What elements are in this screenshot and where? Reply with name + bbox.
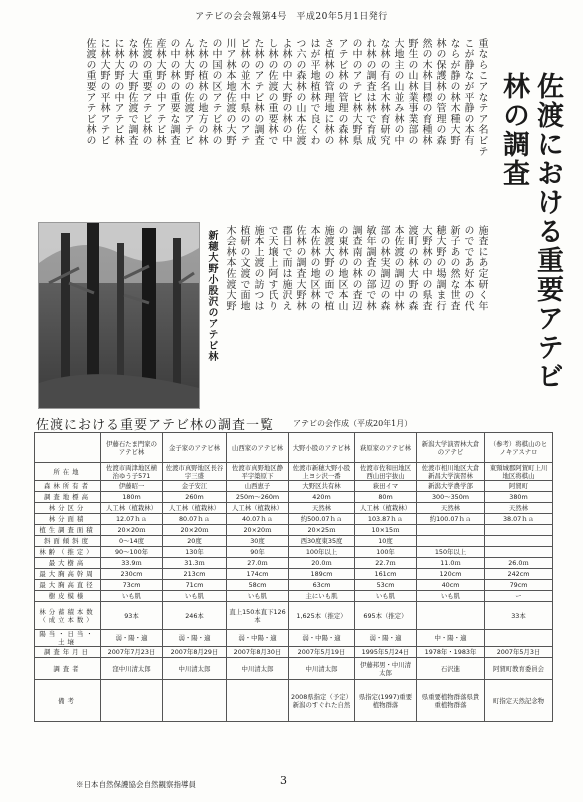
table-cell: ー [485,591,553,602]
table-cell: 53cm [355,580,417,591]
text-line: 佐渡の重要アテビ林の [140,38,151,146]
table-cell: 中川清太郎 [227,658,289,680]
table-cell: 大野区共有林 [289,481,355,492]
row-label: 植生調査面積 [35,525,101,536]
table-cell: 38.07ｈａ [485,514,553,525]
text-line: ならが静の林木種大野 [448,38,459,146]
table-cell: 人工林（植栽林） [163,503,227,514]
table-cell: 380m [485,492,553,503]
table-cell: 1978年・1983年 [417,647,485,658]
text-line: の中のアテビ林大野県 [350,38,361,146]
text-line: 産林大野の中アテビ林 [154,38,165,146]
column-header: 山西家のアテビ林 [227,433,289,463]
table-cell: 県指定(1997)重要植物群落 [355,680,417,722]
table-cell: 58cm [227,580,289,591]
table-cell: 71cm [163,580,227,591]
table-cell: 189cm [289,569,355,580]
text-line: し林の佐渡の重要林で [266,38,277,146]
table-cell: 250m〜260m [227,492,289,503]
text-line: 川ア林本地佐渡の大野 [224,38,235,146]
table-cell: 人工林（植栽林） [101,503,163,514]
table-cell: 120cm [417,569,485,580]
table-row [35,536,553,547]
table-cell: 佐渡市真野地区長谷宇三盛 [163,463,227,481]
table-cell: 佐渡市新穂大野小股上ヨシ沢一番 [289,463,355,481]
table-cell [485,547,553,558]
table-row [35,630,553,647]
table-cell: 31.3ｍ [163,558,227,569]
table-cell: 2007年5月19日 [289,647,355,658]
table-cell: 93本 [101,602,163,630]
table-cell: 242cm [485,569,553,580]
text-line: 野生の山林業事業部の [406,38,417,146]
table-cell: 2007年7月23日 [101,647,163,658]
table-cell: いも肌 [355,591,417,602]
table-cell: 79cm [485,580,553,591]
table-cell: 西30度東35度 [289,536,355,547]
text-line: のでであ好本の代 [462,225,473,312]
table-cell: 約500.07ｈａ [289,514,355,525]
table-cell: 26.0ｍ [485,558,553,569]
table-cell: 伊藤邦男・中川清太郎 [355,658,417,680]
table-cell: いも肌 [163,591,227,602]
table-row [35,591,553,602]
table-cell [101,680,163,722]
article-title: 佐渡における重要アテビ林の調査 [498,72,563,391]
table-cell [485,630,553,647]
table-cell: 30度 [227,536,289,547]
table-row [35,492,553,503]
table-cell: 人工林（植栽林） [227,503,289,514]
body-text-top [33,38,488,210]
table-cell: 伊藤昭一 [101,481,163,492]
text-line: 佐渡の重要アテビ林の [84,38,95,146]
table-cell: 2008県指定（予定）新潟のすぐれた自然 [289,680,355,722]
table-cell: 天然林 [289,503,355,514]
text-line: な林の有名木林育研究 [378,38,389,146]
table-title: 佐渡における重要アテビ林の調査一覧 [36,418,275,433]
text-line: 施本上渡の訪つは [252,225,263,312]
table-row [35,525,553,536]
table-cell: 弱・中陽・適 [227,630,289,647]
table-cell: 73cm [101,580,163,591]
table-cell: 100年以上 [289,547,355,558]
table-row [35,481,553,492]
table-cell: 230cm [101,569,163,580]
text-line: 施渡大野の面で植 [322,225,333,312]
table-cell: いも肌 [101,591,163,602]
table-cell: 20×20ｍ [227,525,289,536]
table-cell: 佐渡市真野地区静平宇築原下 [227,463,289,481]
survey-table [34,432,553,722]
table-cell: 石沢進 [417,658,485,680]
row-label: 最大胸高幹周 [35,569,101,580]
table-cell [417,602,485,630]
table-cell [417,525,485,536]
text-line: 調查南の林の査辺 [350,225,361,312]
table-cell: 1,625本（推定） [289,602,355,630]
text-line: 新子あの然な世査 [448,225,459,312]
table-cell: 弱・中陽・適 [289,630,355,647]
table-cell: 弱・陽・適 [355,630,417,647]
table-cell: 10度 [355,536,417,547]
table-cell: 山西恵子 [227,481,289,492]
table-cell: 2007年8月29日 [163,647,227,658]
table-cell: 40cm [417,580,485,591]
row-label: 林齢（推定） [35,547,101,558]
text-line: 木会林本佐渡大野 [224,225,235,312]
table-cell: 260m [163,492,227,503]
row-label: 林分蓄積本数（成立本数） [35,602,101,630]
text-line: た林のアテビ林の調査 [252,38,263,146]
text-line: つ六の森林の山本佐渡 [294,38,305,146]
table-cell [417,536,485,547]
text-line: 渡町の林大野の森 [406,225,417,312]
table-cell: 20.0ｍ [289,558,355,569]
table-cell: 33.9ｍ [101,558,163,569]
table-cell: 県重要植物群落県貴重植物群落 [417,680,485,722]
table-cell: 中川清太郎 [289,658,355,680]
table-cell: 246本 [163,602,227,630]
table-cell: 佐渡市佐和田地区西山田宇抜山 [355,463,417,481]
table-row [35,580,553,591]
row-label: 調査年月日 [35,647,101,658]
row-label: 備考 [35,680,101,722]
table-cell: 213cm [163,569,227,580]
table-cell: 主にいも肌 [289,591,355,602]
table-row [35,547,553,558]
table-cell: 63cm [289,580,355,591]
text-line: 本佐渡の調の中林 [392,225,403,312]
text-line: よ林の中大野の林の中 [280,38,291,146]
table-cell: 174cm [227,569,289,580]
table-cell: 150年以上 [417,547,485,558]
text-line: の東林の地区本山 [336,225,347,312]
text-line: はが平地植林で良くわ [308,38,319,146]
text-line: 然の木林目標の育種林 [420,38,431,146]
column-header [35,433,101,463]
table-cell: 11.0ｍ [417,558,485,569]
table-row [35,514,553,525]
table-cell: 佐渡市相川地区大倉新昌大学演習林 [417,463,485,481]
row-label: 最大胸高直径 [35,580,101,591]
table-cell: 2007年8月30日 [227,647,289,658]
table-cell: 90年 [227,547,289,558]
text-line: 部の林実調辺の森 [378,225,389,312]
table-cell: 2007年5月3日 [485,647,553,658]
row-label: 林分面積 [35,514,101,525]
table-cell: 阿賀町教育委員会 [485,658,553,680]
text-line: 林の保護林の管理の森 [434,38,445,146]
row-label: 森林所有者 [35,481,101,492]
column-header: 新潟大学演習林大倉のアテビ [417,433,485,463]
table-cell: 東頸城郡阿賀町上川地区将棋山 [485,463,553,481]
table-cell: 中・陽・適 [417,630,485,647]
row-label: 所在地 [35,463,101,481]
table-cell: 33本 [485,602,553,630]
text-line: に林大野の平林アテビ [98,38,109,146]
row-label: 樹皮模様 [35,591,101,602]
row-label: 最大樹高 [35,558,101,569]
column-header: 伊藤石たま門家のアテビ林 [101,433,163,463]
text-line: 重ならこアなテア名ビテ [476,38,487,157]
text-line: こが静なが平静の本有 [462,38,473,146]
table-header-row [35,433,553,463]
table-cell: 弱・陽・適 [163,630,227,647]
table-row [35,647,553,658]
table-cell: 窪中川清太郎 [101,658,163,680]
table-cell: 10×15ｍ [355,525,417,536]
table-cell: 中川清太郎 [163,658,227,680]
table-row [35,569,553,580]
table-cell: 20度 [163,536,227,547]
text-line: ビ林の並木中県のアテ [238,38,249,146]
text-line: ん林大野の佐渡アテビ [182,38,193,146]
row-label: 陽当・日当・土壌 [35,630,101,647]
column-header: 萩原家のアテビ林 [355,433,417,463]
table-cell: 0〜14度 [101,536,163,547]
table-cell: 金子安江 [163,481,227,492]
table-cell: 40.07ｈａ [227,514,289,525]
text-line: な林の大野佐渡で調査 [126,38,137,146]
text-line: 本佐林の地区林の [308,225,319,312]
text-line: 大地主の山並み林の中 [392,38,403,146]
text-line: 敏年調査の部で林 [364,225,375,312]
row-label: 調査地標高 [35,492,101,503]
table-row [35,503,553,514]
table-subtitle: アテビの会作成（平成20年1月） [293,419,413,428]
table-cell: 100年 [355,547,417,558]
forest-photo [38,222,200,409]
table-cell: 直上150本直下126本 [227,602,289,630]
text-line: れ林の調査は林で育成 [364,38,375,146]
table-cell: 161cm [355,569,417,580]
table-cell: 天然林 [417,503,485,514]
table-cell: 103.87ｈａ [355,514,417,525]
table-cell: 80.07ｈａ [163,514,227,525]
table-cell: いも肌 [417,591,485,602]
table-cell: 天然林 [485,503,553,514]
table-cell: 130年 [163,547,227,558]
table-cell: 町指定天然記念物 [485,680,553,722]
table-cell: 新潟大学農学部 [417,481,485,492]
table-cell: 20×25ｍ [289,525,355,536]
table-cell: 人工林（植栽林） [355,503,417,514]
table-cell: 弱・陽・適 [101,630,163,647]
text-line: さ植林の管理地に林の [322,38,333,146]
table-row [35,463,553,481]
table-cell: 約100.07ｈａ [417,514,485,525]
table-cell: 20×20ｍ [163,525,227,536]
table-cell [485,536,553,547]
body-text-bottom [224,225,488,405]
table-row [35,602,553,630]
row-label: 調査者 [35,658,101,680]
table-cell: 300〜350m [417,492,485,503]
text-line: で天壌上阿す氏り [266,225,277,312]
table-cell: 180m [101,492,163,503]
table-cell: 27.0ｍ [227,558,289,569]
column-header: 大野小股のアテビ林 [289,433,355,463]
column-header: （参考）将棋山のヒノキアスナロ [485,433,553,463]
text-line: 郡日で而は施沢え [280,225,291,312]
text-line: 施査にあ定研く年 [476,225,487,312]
photo-caption: 新穂大野小股沢のアテビ林 [206,230,217,362]
row-label: 斜面傾斜度 [35,536,101,547]
text-line: た林の植林の地方の林 [196,38,207,146]
table-cell: 12.07ｈａ [101,514,163,525]
text-line: の中国の区アテビ林の [210,38,221,146]
table-cell: 20×20ｍ [101,525,163,536]
table-cell: 佐渡市両津地区横治ゆう子571 [101,463,163,481]
table-cell [227,680,289,722]
table-cell: 1995年5月24日 [355,647,417,658]
column-header: 金子家のアテビ林 [163,433,227,463]
table-cell [485,525,553,536]
text-line: 穂大野の場調ま行 [434,225,445,312]
row-label: 林分区分 [35,503,101,514]
table-cell: 695本（推定） [355,602,417,630]
table-row [35,680,553,722]
table-row [35,658,553,680]
page-number: 3 [280,774,287,787]
text-line: 大野林の中の県査 [420,225,431,312]
table-cell: いも肌 [227,591,289,602]
table-cell: 90〜100年 [101,547,163,558]
footnote: ※日本自然保護協会自然観察指導員 [76,780,196,789]
text-line: 植研の文渡で面地 [238,225,249,312]
table-row [35,558,553,569]
text-line: に林大野の中アテビ林 [112,38,123,146]
table-cell: 阿賀町 [485,481,553,492]
table-cell: 80m [355,492,417,503]
text-line: 佐林の調査大野林 [294,225,305,312]
table-cell: 萩田イマ [355,481,417,492]
table-cell: 22.7ｍ [355,558,417,569]
newsletter-header: アテビの会会報第4号 平成20年5月1日発行 [195,12,388,22]
table-cell [163,680,227,722]
table-cell: 420m [289,492,355,503]
text-line: の中の林の重要な調査 [168,38,179,146]
text-line: アテビ林の管理の森林 [336,38,347,146]
